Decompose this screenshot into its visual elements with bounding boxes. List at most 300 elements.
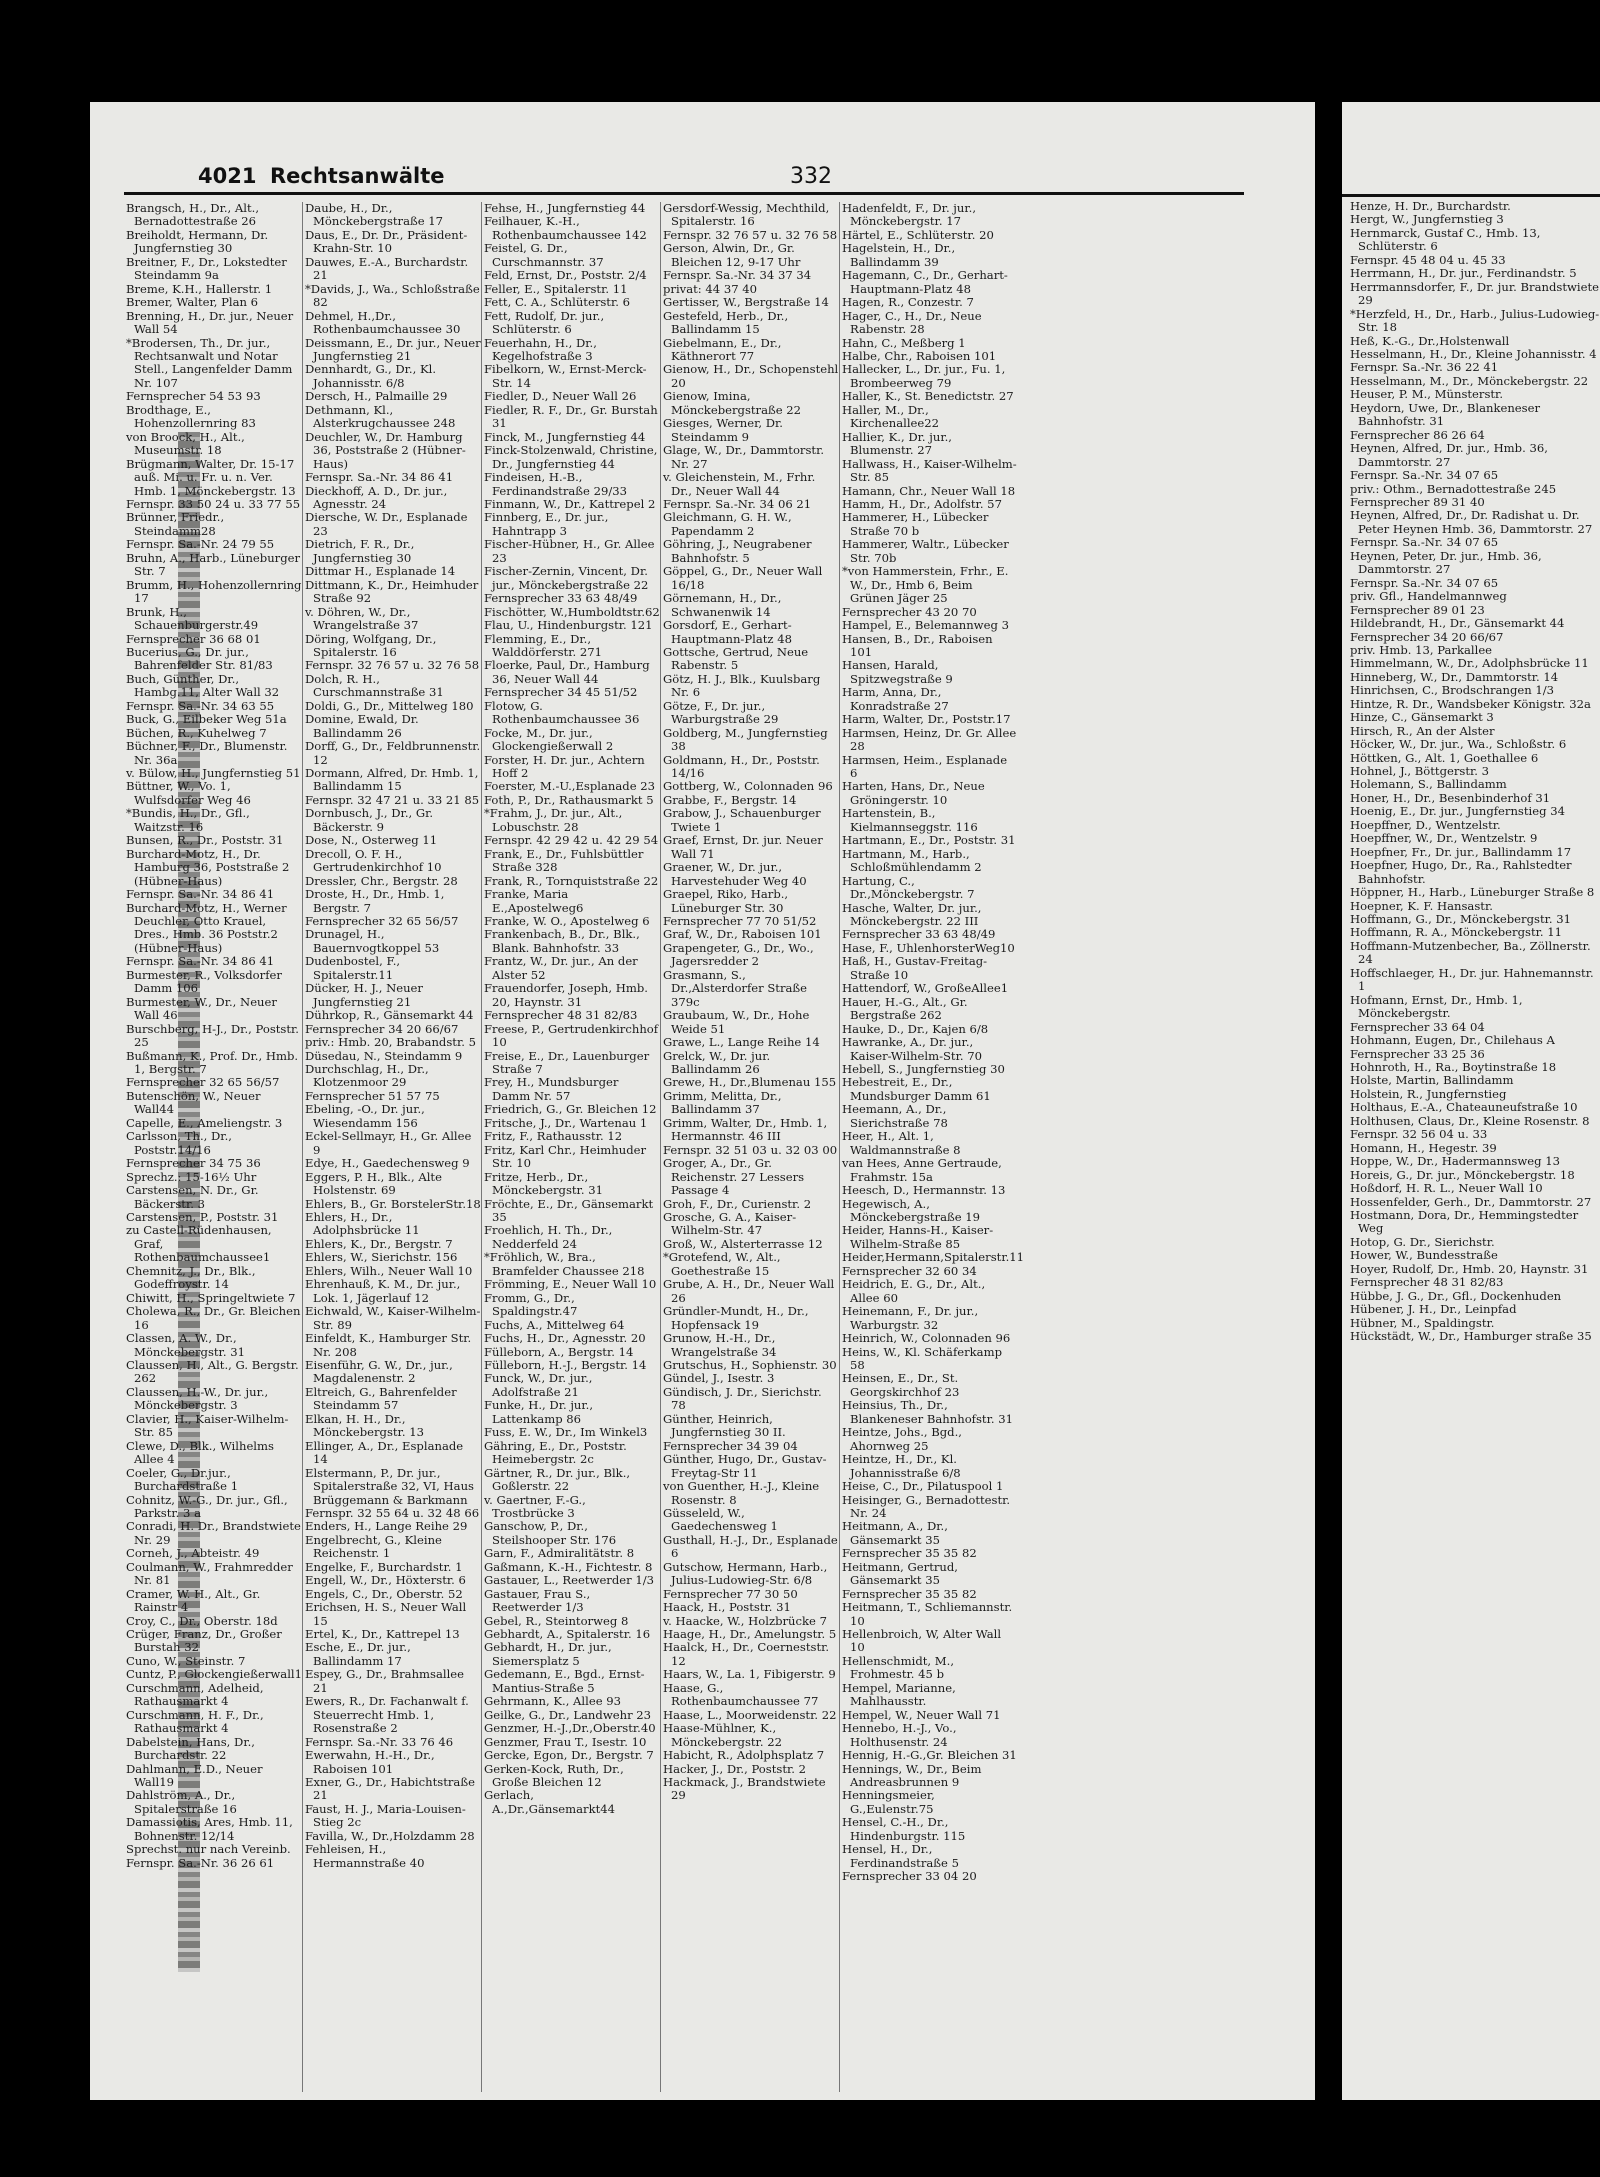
directory-entry: Favilla, W., Dr.,Holzdamm 28	[305, 1828, 475, 1843]
directory-entry: Hostmann, Dora, Dr., Hemmingstedter Weg	[1350, 1207, 1582, 1236]
directory-entry: Fernspr. 42 29 42 u. 42 29 54	[484, 833, 659, 848]
directory-entry: Halbe, Chr., Raboisen 101	[842, 348, 997, 363]
directory-entry: Claussen, H.-W., Dr. jur., Mönckebergstr. 3	[126, 1384, 272, 1413]
directory-entry: Glage, W., Dr., Dammtorstr. Nr. 27	[663, 443, 828, 471]
directory-entry: Espey, G., Dr., Brahmsallee 21	[305, 1667, 468, 1695]
directory-entry: Fernsprecher 48 31 82/83	[484, 1008, 638, 1023]
directory-entry: Gebhardt, A., Spitalerstr. 16	[484, 1627, 651, 1642]
directory-entry: Dose, N., Osterweg 11	[305, 833, 438, 848]
directory-page-right	[1342, 102, 1600, 2100]
directory-entry: Fett, C. A., Schlüterstr. 6	[484, 295, 630, 310]
directory-entry: Hegewisch, A., Mönckebergstraße 19	[842, 1196, 981, 1224]
directory-entry: Grutschus, H., Sophienstr. 30	[663, 1357, 837, 1372]
directory-entry: Gestefeld, Herb., Dr., Ballindamm 15	[663, 308, 792, 337]
directory-entry: Grunow, H.-H., Dr., Wrangelstraße 34	[663, 1331, 780, 1359]
directory-entry: Ganschow, P., Dr., Steilshooper Str. 176	[484, 1519, 617, 1547]
directory-entry: Cholewa, R., Dr., Gr. Bleichen 16	[126, 1304, 305, 1332]
directory-entry: van Hees, Anne Gertraude, Frahmstr. 15a	[842, 1156, 1006, 1184]
directory-entry: Hase, F., UhlenhorsterWeg10	[842, 940, 1015, 955]
header-rule	[124, 192, 1244, 195]
directory-entry: Hartmann, M., Harb., Schloßmühlendamm 2	[842, 846, 982, 875]
directory-entry: Harmsen, Heinz, Dr. Gr. Allee 28	[842, 725, 1020, 754]
directory-entry: Ehlers, Wilh., Neuer Wall 10	[305, 1263, 473, 1278]
directory-entry: Burmester, W., Dr., Neuer Wall 46	[126, 994, 281, 1023]
directory-entry: Fernspr. Sa.-Nr. 34 63 55	[126, 698, 275, 713]
directory-entry: Finmann, W., Dr., Kattrepel 2	[484, 496, 656, 511]
directory-entry: Ertel, K., Dr., Kattrepel 13	[305, 1627, 460, 1642]
directory-entry: Hager, C., H., Dr., Neue Rabenstr. 28	[842, 308, 986, 337]
directory-entry: Esche, E., Dr. jur., Ballindamm 17	[305, 1640, 415, 1668]
directory-entry: Hohmann, Eugen, Dr., Chilehaus A	[1350, 1033, 1555, 1048]
directory-entry: Butenschön, W., Neuer Wall44	[126, 1088, 265, 1117]
directory-entry: Fernsprecher 33 25 36	[1350, 1046, 1485, 1061]
directory-entry: Enders, H., Lange Reihe 29	[305, 1519, 468, 1534]
directory-entry: Dehmel, H.,Dr., Rothenbaumchaussee 30	[305, 308, 461, 337]
directory-entry: Fuchs, H., Dr., Agnesstr. 20	[484, 1331, 646, 1346]
directory-entry: Funke, H., Dr. jur., Lattenkamp 86	[484, 1398, 597, 1426]
directory-page-left	[90, 102, 1315, 2100]
directory-entry: von Guenther, H.-J., Kleine Rosenstr. 8	[663, 1479, 823, 1507]
directory-entry: Gleichmann, G. H. W., Papendamm 2	[663, 510, 796, 538]
directory-entry: Henze, H. Dr., Burchardstr.	[1350, 199, 1511, 213]
directory-entry: Heynen, Alfred, Dr., Dr. Radishat u. Dr. Peter Heynen Hmb. 36, Dammtorstr. 27	[1350, 508, 1593, 536]
directory-entry: Holthaus, E.-A., Chateauneufstraße 10	[1350, 1100, 1578, 1115]
directory-entry: Carstensen, N. Dr., Gr. Bäckerstr. 3	[126, 1183, 263, 1211]
directory-entry: v. Gleichenstein, M., Frhr. Dr., Neuer Wall 44	[663, 470, 820, 498]
directory-entry: Hoenig, E., Dr. jur., Jungfernstieg 34	[1350, 804, 1565, 819]
directory-entry: Chemnitz, J., Dr., Blk., Godeffroystr. 14	[126, 1263, 260, 1292]
directory-entry: Genzmer, H.-J.,Dr.,Oberstr.40	[484, 1721, 656, 1736]
directory-entry: Burschberg, H-J., Dr., Poststr. 25	[126, 1021, 303, 1050]
directory-entry: Fülleborn, A., Bergstr. 14	[484, 1344, 634, 1359]
directory-entry: Haß, H., Gustav-Freitag-Straße 10	[842, 954, 988, 982]
directory-entry: Fernspr. 33 50 24 u. 33 77 55	[126, 496, 301, 511]
directory-entry: Flotow, G. Rothenbaumchaussee 36	[484, 698, 640, 727]
directory-entry: Heynen, Alfred, Dr. jur., Hmb. 36, Dammtorstr. 27	[1350, 441, 1552, 469]
directory-entry: Frankenbach, B., Dr., Blk., Blank. Bahnhofstr. 33	[484, 927, 644, 955]
directory-entry: Grimm, Melitta, Dr., Ballindamm 37	[663, 1088, 786, 1117]
directory-entry: Gottberg, W., Colonnaden 96	[663, 779, 833, 794]
directory-entry: Gertisser, W., Bergstraße 14	[663, 295, 829, 310]
directory-entry: Haller, M., Dr., Kirchenallee22	[842, 402, 940, 431]
directory-entry: Hübener, J. H., Dr., Leinpfad	[1350, 1302, 1517, 1317]
directory-entry: Brenning, H., Dr. jur., Neuer Wall 54	[126, 308, 297, 337]
directory-entry: Eckel-Sellmayr, H., Gr. Allee 9	[305, 1129, 476, 1157]
directory-entry: Doldi, G., Dr., Mittelweg 180	[305, 698, 474, 713]
directory-entry: Corneh, J., Abteistr. 49	[126, 1546, 260, 1561]
page-code: 4021	[198, 164, 257, 188]
directory-entry: Fernspr. Sa.-Nr. 34 86 41	[126, 887, 275, 902]
directory-entry: Herrmannsdorfer, F., Dr. jur. Brandstwiete 29	[1350, 279, 1599, 308]
directory-entry: Hennebo, H.-J., Vo., Holthusenstr. 24	[842, 1721, 961, 1749]
directory-entry: Gusthall, H.-J., Dr., Esplanade 6	[663, 1532, 842, 1561]
directory-entry: v. Haacke, W., Holzbrücke 7	[663, 1613, 827, 1628]
directory-entry: Dieckhoff, A. D., Dr. jur., Agnesstr. 24	[305, 483, 452, 511]
directory-entry: Fernsprecher 32 65 56/57	[305, 914, 459, 929]
directory-entry: Sprechst. nur nach Vereinb.	[126, 1842, 291, 1857]
directory-entry: Hildebrandt, H., Dr., Gänsemarkt 44	[1350, 616, 1565, 631]
directory-entry: Geilke, G., Dr., Landwehr 23	[484, 1707, 652, 1722]
directory-entry: Hansen, B., Dr., Raboisen 101	[842, 631, 997, 659]
directory-entry: Eggers, P. H., Blk., Alte Holstenstr. 69	[305, 1169, 446, 1198]
directory-entry: Fernsprecher 33 64 04	[1350, 1019, 1485, 1034]
directory-entry: Durchschlag, H., Dr., Klotzenmoor 29	[305, 1062, 433, 1090]
directory-entry: Dietrich, F. R., Dr., Jungfernstieg 30	[305, 537, 419, 565]
directory-entry: Dersch, H., Palmaille 29	[305, 389, 448, 404]
directory-entry: Fernspr. Sa.-Nr. 36 26 61	[126, 1855, 275, 1870]
directory-entry: Hallwass, H., Kaiser-Wilhelm-Str. 85	[842, 456, 1017, 485]
directory-entry: Haase-Mühlner, K., Mönckebergstr. 22	[663, 1721, 782, 1749]
directory-entry: Hoepfner, Hugo, Dr., Ra., Rahlstedter Bahnhofstr.	[1350, 858, 1576, 886]
directory-entry: Hückstädt, W., Dr., Hamburger straße 35	[1350, 1329, 1592, 1344]
directory-entry: Hellenbroich, W, Alter Wall 10	[842, 1627, 1005, 1655]
directory-entry: Drunagel, H., Bauernvogtkoppel 53	[305, 927, 440, 955]
directory-entry: Buck, G., Eilbeker Weg 51a	[126, 712, 287, 727]
directory-entry: Fernspr. Sa.-Nr. 34 07 65	[1350, 575, 1499, 590]
directory-entry: Floerke, Paul, Dr., Hamburg 36, Neuer Wall 44	[484, 658, 654, 686]
directory-entry: Dührkop, R., Gänsemarkt 44	[305, 1008, 474, 1023]
directory-entry: Hawranke, A., Dr. jur., Kaiser-Wilhelm-Str. 70	[842, 1035, 982, 1063]
directory-entry: priv. Gfl., Handelmannweg	[1350, 589, 1507, 604]
directory-entry: Hirsch, R., An der Alster	[1350, 723, 1495, 738]
directory-entry: Hoffschlaeger, H., Dr. jur. Hahnemannstr. 1	[1350, 965, 1598, 994]
directory-entry: Fett, Rudolf, Dr. jur., Schlüterstr. 6	[484, 308, 608, 337]
directory-entry: Breitner, F., Dr., Lokstedter Steindamm 9a	[126, 254, 291, 283]
directory-entry: *Frahm, J., Dr. jur., Alt., Lobuschstr. 28	[484, 806, 627, 834]
directory-entry: Holste, Martin, Ballindamm	[1350, 1073, 1514, 1088]
column-1	[126, 201, 306, 2092]
directory-entry: Hotop, G. Dr., Sierichstr.	[1350, 1234, 1495, 1249]
directory-entry: Heemann, A., Dr., Sierichstraße 78	[842, 1102, 951, 1130]
directory-entry: Engels, C., Dr., Oberstr. 52	[305, 1586, 463, 1601]
directory-entry: Giebelmann, E., Dr., Käthnerort 77	[663, 335, 786, 363]
directory-entry: Dauwes, E.-A., Burchardstr. 21	[305, 254, 472, 283]
directory-entry: Hartung, C., Dr.,Mönckebergstr. 7	[842, 873, 975, 902]
directory-entry: Graf, W., Dr., Raboisen 101	[663, 927, 822, 942]
directory-entry: Fritz, Karl Chr., Heimhuder Str. 10	[484, 1142, 650, 1171]
directory-entry: Hauke, D., Dr., Kajen 6/8	[842, 1021, 989, 1036]
directory-entry: Hübbe, J. G., Dr., Gfl., Dockenhuden	[1350, 1288, 1562, 1303]
directory-entry: Fernsprecher 35 35 82	[842, 1586, 977, 1601]
directory-entry: Fernspr. 32 55 64 u. 32 48 66	[305, 1505, 480, 1520]
directory-entry: Finck-Stolzenwald, Christine, Dr., Jungfernstieg 44	[484, 443, 662, 471]
directory-entry: Gerken-Kock, Ruth, Dr., Große Bleichen 12	[484, 1761, 628, 1790]
directory-entry: Cuno, W., Steinstr. 7	[126, 1653, 246, 1668]
directory-entry: Curschmann, Adelheid, Rathausmarkt 4	[126, 1680, 268, 1709]
directory-entry: Harten, Hans, Dr., Neue Gröningerstr. 10	[842, 779, 989, 807]
directory-entry: Dahlmann, E.D., Neuer Wall19	[126, 1761, 267, 1790]
directory-entry: Höttken, G., Alt. 1, Goethallee 6	[1350, 750, 1539, 765]
directory-entry: Graubaum, W., Dr., Hohe Weide 51	[663, 1008, 814, 1036]
directory-entry: Hoepner, K. F. Hansastr.	[1350, 898, 1493, 913]
directory-entry: priv. Hmb. 13, Parkallee	[1350, 642, 1493, 657]
directory-entry: *Brodersen, Th., Dr. jur., Rechtsanwalt und Notar Stell., Langenfelder Damm Nr. 107	[126, 335, 297, 390]
directory-entry: Brodthage, E., Hohenzollernring 83	[126, 402, 256, 431]
directory-entry: Franke, Maria E.,Apostelweg6	[484, 887, 584, 915]
directory-entry: Grapengeter, G., Dr., Wo., Jagersredder 2	[663, 940, 818, 969]
directory-entry: Frömming, E., Neuer Wall 10	[484, 1277, 657, 1292]
directory-entry: Hoepffner, W., Dr., Wentzelstr. 9	[1350, 831, 1538, 846]
directory-entry: Gienow, Imina, Mönckebergstraße 22	[663, 389, 802, 417]
directory-entry: Höppner, H., Harb., Lüneburger Straße 8	[1350, 885, 1595, 900]
directory-entry: Harmsen, Heim., Esplanade 6	[842, 752, 1011, 781]
directory-entry: Gähring, E., Dr., Poststr. Heimebergstr. 2c	[484, 1438, 631, 1467]
directory-entry: Damassiotis, Ares, Hmb. 11, Bohnenstr. 12/14	[126, 1815, 297, 1843]
directory-entry: Fernspr. 45 48 04 u. 45 33	[1350, 252, 1506, 267]
page-number: 332	[790, 164, 832, 189]
directory-entry: priv.: Othm., Bernadottestraße 245	[1350, 481, 1557, 496]
directory-entry: Fischer-Zernin, Vincent, Dr. jur., Mönckebergstraße 22	[484, 564, 652, 592]
directory-entry: Gebhardt, H., Dr. jur., Siemersplatz 5	[484, 1640, 616, 1668]
directory-entry: Gercke, Egon, Dr., Bergstr. 7	[484, 1748, 654, 1763]
directory-entry: Hallier, K., Dr. jur., Blumenstr. 27	[842, 429, 956, 458]
directory-entry: Goldberg, M., Jungfernstieg 38	[663, 725, 832, 754]
directory-entry: Fernsprecher 89 31 40	[1350, 494, 1485, 509]
directory-entry: Finck, M., Jungfernstieg 44	[484, 429, 646, 444]
directory-entry: Fernspr. 32 51 03 u. 32 03 00	[663, 1142, 838, 1157]
directory-entry: Hoffmann-Mutzenbecher, Ba., Zöllnerstr. 24	[1350, 938, 1595, 967]
directory-entry: Croy, C., Dr., Oberstr. 18d	[126, 1613, 278, 1628]
directory-entry: Dethmann, Kl., Alsterkrugchaussee 248	[305, 402, 456, 431]
directory-entry: Fernsprecher 51 57 75	[305, 1088, 440, 1103]
directory-entry: Dormann, Alfred, Dr. Hmb. 1, Ballindamm 15	[305, 766, 483, 794]
directory-entry: Fernsprecher 77 30 50	[663, 1586, 798, 1601]
directory-entry: Burmester, R., Volksdorfer Damm 106	[126, 967, 286, 996]
directory-entry: *Bundis, H., Dr., Gfl., Waitzstr. 16	[126, 806, 254, 834]
directory-entry: Brumm, H., Hohenzollernring 17	[126, 577, 306, 606]
directory-entry: Fernspr. 32 76 57 u. 32 76 58	[305, 658, 480, 673]
directory-entry: Dittmar H., Esplanade 14	[305, 564, 456, 579]
directory-entry: Görnemann, H., Dr., Schwanenwik 14	[663, 591, 786, 619]
directory-entry: *Fröhlich, W., Bra., Bramfelder Chaussee 218	[484, 1250, 645, 1278]
directory-entry: Güsseleld, W., Gaedechensweg 1	[663, 1505, 778, 1534]
directory-entry: Grawe, L., Lange Reihe 14	[663, 1035, 820, 1050]
directory-entry: Dennhardt, G., Dr., Kl. Johannisstr. 6/8	[305, 362, 440, 390]
directory-entry: Haars, W., La. 1, Fibigerstr. 9	[663, 1667, 836, 1682]
directory-entry: Genzmer, Frau T., Isestr. 10	[484, 1734, 647, 1749]
directory-entry: Härtel, E., Schlüterstr. 20	[842, 227, 994, 242]
directory-entry: Conradi, H. Dr., Brandstwiete Nr. 29	[126, 1519, 305, 1547]
directory-entry: Fritze, Herb., Dr., Mönckebergstr. 31	[484, 1169, 603, 1198]
directory-entry: Cuntz, P., Glockengießerwall1	[126, 1667, 303, 1682]
directory-entry: Ewers, R., Dr. Fachanwalt f. Steuerrecht Hmb. 1, Rosenstraße 2	[305, 1694, 473, 1736]
directory-entry: Breme, K.H., Hallerstr. 1	[126, 281, 273, 296]
directory-entry: Homann, H., Hegestr. 39	[1350, 1140, 1497, 1155]
directory-entry: Herrmann, H., Dr. jur., Ferdinandstr. 5	[1350, 266, 1577, 281]
directory-entry: Droste, H., Dr., Hmb. 1, Bergstr. 7	[305, 887, 449, 915]
directory-entry: Fischötter, W.,Humboldtstr.62	[484, 604, 660, 619]
directory-entry: Dornbusch, J., Dr., Gr. Bäckerstr. 9	[305, 806, 437, 834]
directory-entry: Fiedler, D., Neuer Wall 26	[484, 389, 637, 404]
column-4	[663, 202, 840, 2092]
directory-entry: Hoppe, W., Dr., Hadermannsweg 13	[1350, 1154, 1561, 1169]
directory-entry: Haller, K., St. Benedictstr. 27	[842, 389, 1014, 404]
directory-entry: Hohnel, J., Böttgerstr. 3	[1350, 764, 1490, 779]
directory-entry: Graener, W., Dr. jur., Harvestehuder Weg 40	[663, 860, 807, 888]
directory-entry: Dolch, R. H., Curschmannstraße 31	[305, 671, 444, 700]
directory-entry: Heß, K.-G., Dr.,Holstenwall	[1350, 333, 1510, 348]
directory-entry: Fernsprecher 33 63 48/49	[842, 927, 996, 942]
directory-entry: Heintze, Johs., Bgd., Ahornweg 25	[842, 1425, 966, 1453]
directory-entry: Gienow, H., Dr., Schopenstehl 20	[663, 362, 842, 390]
directory-entry: Finnberg, E., Dr. jur., Hahntrapp 3	[484, 510, 613, 538]
directory-entry: Heider, Hanns-H., Kaiser-Wilhelm-Straße 85	[842, 1223, 994, 1251]
directory-entry: Bucerius, G., Dr. jur., Bahrenfelder Str. 81/83	[126, 644, 273, 673]
directory-entry: Hinneberg, W., Dr., Dammtorstr. 14	[1350, 669, 1559, 684]
directory-entry: Burchard-Motz, H., Dr. Hamburg 36, Poststraße 2 (Hübner-Haus)	[126, 846, 294, 888]
directory-entry: Grabbe, F., Bergstr. 14	[663, 792, 797, 807]
directory-entry: Hacker, J., Dr., Poststr. 2	[663, 1761, 807, 1776]
directory-entry: Domine, Ewald, Dr. Ballindamm 26	[305, 712, 423, 740]
directory-entry: Fernspr. Sa.-Nr. 33 76 46	[305, 1734, 454, 1749]
directory-entry: Fernsprecher 34 45 51/52	[484, 685, 638, 700]
directory-entry: Heisinger, G., Bernadottestr. Nr. 24	[842, 1492, 1014, 1520]
directory-entry: Claussen, H., Alt., G. Bergstr. 262	[126, 1357, 303, 1386]
directory-entry: Fernspr. Sa.-Nr. 34 86 41	[305, 470, 454, 485]
directory-entry: Hallecker, L., Dr. jur., Fu. 1, Brombeerweg 79	[842, 362, 1010, 390]
directory-entry: Foth, P., Dr., Rathausmarkt 5	[484, 792, 654, 807]
directory-entry: Hebestreit, E., Dr., Mundsburger Damm 61	[842, 1075, 991, 1103]
directory-entry: Groß, W., Alsterterrasse 12	[663, 1236, 823, 1251]
directory-entry: Günther, Heinrich, Jungfernstieg 30 II.	[663, 1411, 786, 1440]
directory-entry: Daus, E., Dr. Dr., Präsident-Krahn-Str. 10	[305, 227, 468, 256]
directory-entry: Hossenfelder, Gerh., Dr., Dammtorstr. 27	[1350, 1194, 1592, 1209]
directory-entry: Brügmann, Walter, Dr. 15-17 auß. Mi. u. Fr. u. n. Ver. Hmb. 1, Mönckebergstr. 13	[126, 456, 298, 498]
directory-entry: Brangsch, H., Dr., Alt., Bernadottestraße 26	[126, 201, 263, 229]
directory-entry: Heinsen, E., Dr., St. Georgskirchhof 23	[842, 1371, 962, 1399]
directory-entry: Fritsche, J., Dr., Wartenau 1	[484, 1115, 648, 1130]
directory-entry: Ellinger, A., Dr., Esplanade 14	[305, 1438, 467, 1467]
directory-entry: Fischer-Hübner, H., Gr. Allee 23	[484, 537, 659, 565]
directory-entry: Fibelkorn, W., Ernst-Merck-Str. 14	[484, 362, 647, 390]
directory-entry: Capelle, E., Ameliengstr. 3	[126, 1115, 283, 1130]
directory-entry: Sprechz.: 15-16½ Uhr	[126, 1169, 257, 1184]
directory-entry: Hagelstein, H., Dr., Ballindamm 39	[842, 241, 959, 269]
directory-entry: Hellenschmidt, M., Frohmestr. 45 b	[842, 1653, 958, 1682]
directory-entry: Coulmann, W., Frahmredder Nr. 81	[126, 1559, 297, 1588]
directory-entry: Curschmann, H. F., Dr., Rathausmarkt 4	[126, 1707, 268, 1736]
directory-entry: Gerlach, A.,Dr.,Gänsemarkt44	[484, 1788, 616, 1816]
directory-entry: Hennings, W., Dr., Beim Andreasbrunnen 9	[842, 1761, 986, 1790]
directory-entry: Groh, F., Dr., Curienstr. 2	[663, 1196, 812, 1211]
directory-entry: Fernsprecher 32 65 56/57	[126, 1075, 280, 1090]
directory-entry: Fritz, F., Rathausstr. 12	[484, 1129, 623, 1144]
directory-entry: Grube, A. H., Dr., Neuer Wall 26	[663, 1277, 838, 1305]
directory-entry: Clewe, D., Blk., Wilhelms Allee 4	[126, 1438, 278, 1467]
directory-entry: Fernspr. Sa.-Nr. 34 37 34	[663, 268, 812, 283]
directory-entry: von Broock, H., Alt., Museumstr. 18	[126, 429, 249, 458]
directory-entry: Feller, E., Spitalerstr. 11	[484, 281, 628, 296]
directory-entry: Fernsprecher 33 63 48/49	[484, 591, 638, 606]
directory-entry: Hoepffner, D., Wentzelstr.	[1350, 817, 1501, 832]
directory-entry: Fromm, G., Dr., Spaldingstr.47	[484, 1290, 579, 1319]
directory-entry: Fernsprecher 48 31 82/83	[1350, 1275, 1504, 1290]
directory-entry: *von Hammerstein, Frhr., E. W., Dr., Hmb 6, Beim Grünen Jäger 25	[842, 564, 1013, 606]
directory-entry: Classen, A. W., Dr., Mönckebergstr. 31	[126, 1331, 245, 1359]
directory-entry: Hamm, H., Dr., Adolfstr. 57	[842, 496, 1002, 511]
directory-entry: Giesges, Werner, Dr. Steindamm 9	[663, 416, 787, 444]
directory-entry: Dressler, Chr., Bergstr. 28	[305, 873, 458, 888]
directory-entry: Haase, L., Moorweidenstr. 22	[663, 1707, 837, 1722]
directory-entry: Carlsson, Th., Dr., Poststr.14/16	[126, 1129, 236, 1157]
directory-entry: Feuerhahn, H., Dr., Kegelhofstraße 3	[484, 335, 601, 363]
directory-entry: Eisenführ, G. W., Dr., jur., Magdalenenstr. 2	[305, 1357, 457, 1386]
directory-entry: Drecoll, O. F. H., Gertrudenkirchhof 10	[305, 846, 442, 875]
directory-entry: Fernspr. 32 76 57 u. 32 76 58	[663, 227, 838, 242]
directory-entry: Heynen, Peter, Dr. jur., Hmb. 36, Dammtorstr. 27	[1350, 548, 1546, 577]
directory-entry: Fernsprecher 32 60 34	[842, 1263, 977, 1278]
directory-entry: Engelke, F., Burchardstr. 1	[305, 1559, 463, 1574]
directory-entry: Daube, H., Dr., Mönckebergstraße 17	[305, 201, 444, 229]
directory-entry: Hoyer, Rudolf, Dr., Hmb. 20, Haynstr. 31	[1350, 1261, 1589, 1276]
directory-entry: Crüger, Franz, Dr., Großer Burstah 32	[126, 1627, 286, 1655]
directory-entry: Gründler-Mundt, H., Dr., Hopfensack 19	[663, 1304, 813, 1332]
directory-entry: Himmelmann, W., Dr., Adolphsbrücke 11	[1350, 656, 1589, 671]
directory-entry: Eltreich, G., Bahrenfelder Steindamm 57	[305, 1384, 461, 1413]
directory-entry: Göppel, G., Dr., Neuer Wall 16/18	[663, 564, 827, 592]
directory-entry: Heise, C., Dr., Pilatuspool 1	[842, 1479, 1004, 1494]
directory-entry: Frank, R., Tornquiststraße 22	[484, 873, 659, 888]
directory-entry: Fernspr. Sa.-Nr. 34 06 21	[663, 496, 812, 511]
directory-entry: Friedrich, G., Gr. Bleichen 12	[484, 1102, 657, 1117]
directory-entry: Fernspr. Sa.-Nr. 34 86 41	[126, 954, 275, 969]
directory-entry: Grasmann, S., Dr.,Alsterdorfer Straße 379c	[663, 967, 811, 1009]
directory-entry: Fernsprecher 34 39 04	[663, 1438, 798, 1453]
directory-entry: Erichsen, H. S., Neuer Wall 15	[305, 1600, 470, 1628]
directory-entry: Hensel, C.-H., Dr., Hindenburgstr. 115	[842, 1815, 966, 1843]
directory-entry: Frauendorfer, Joseph, Hmb. 20, Haynstr. 31	[484, 981, 652, 1009]
directory-entry: Hoffmann, R. A., Mönckebergstr. 11	[1350, 925, 1563, 940]
directory-entry: Haage, H., Dr., Amelungstr. 5	[663, 1627, 837, 1642]
directory-entry: Gedemann, E., Bgd., Ernst-Mantius-Straße 5	[484, 1667, 645, 1695]
directory-entry: Carstensen, P., Poststr. 31	[126, 1209, 279, 1224]
directory-entry: Funck, W., Dr. jur., Adolfstraße 21	[484, 1371, 597, 1399]
directory-entry: Heidrich, E. G., Dr., Alt., Allee 60	[842, 1277, 989, 1305]
directory-entry: Buch, Günther, Dr., Hambg.11, Alter Wall 32	[126, 671, 280, 700]
directory-entry: Hauer, H.-G., Alt., Gr. Bergstraße 262	[842, 994, 972, 1023]
directory-entry: Hahn, C., Meßberg 1	[842, 335, 966, 350]
directory-entry: Faust, H. J., Maria-Louisen-Stieg 2c	[305, 1801, 466, 1830]
directory-entry: Fülleborn, H.-J., Bergstr. 14	[484, 1357, 647, 1372]
directory-entry: Cohnitz, W.-G., Dr. jur., Gfl., Parkstr. 3 a	[126, 1492, 292, 1520]
directory-entry: privat: 44 37 40	[663, 281, 758, 296]
column-3	[484, 202, 661, 2092]
directory-entry: Diersche, W. Dr., Esplanade 23	[305, 510, 472, 538]
directory-entry: Göhring, J., Neugrabener Bahnhofstr. 5	[663, 537, 816, 565]
directory-entry: Exner, G., Dr., Habichtstraße 21	[305, 1775, 479, 1803]
directory-entry: Heintze, H., Dr., Kl. Johannisstraße 6/8	[842, 1452, 961, 1480]
page-header	[160, 160, 1280, 196]
directory-entry: Habicht, R., Adolphsplatz 7	[663, 1748, 825, 1763]
directory-entry: Hansen, Harald, Spitzwegstraße 9	[842, 658, 953, 686]
right-column	[1350, 200, 1600, 1344]
directory-entry: Franke, W. O., Apostelweg 6	[484, 914, 650, 929]
directory-entry: Engelbrecht, G., Kleine Reichenstr. 1	[305, 1532, 446, 1561]
directory-entry: Fernsprecher 33 04 20	[842, 1869, 977, 1884]
directory-entry: Graepel, Riko, Harb., Lüneburger Str. 30	[663, 887, 792, 915]
directory-entry: Bunsen, R., Dr., Poststr. 31	[126, 833, 284, 848]
directory-entry: Holthusen, Claus, Dr., Kleine Rosenstr. 8	[1350, 1113, 1590, 1128]
directory-entry: Hübner, M., Spaldingstr.	[1350, 1315, 1495, 1330]
directory-entry: Henningsmeier, G.,Eulenstr.75	[842, 1788, 939, 1816]
directory-entry: Hampel, E., Belemannweg 3	[842, 618, 1009, 633]
directory-entry: Fernspr. Sa.-Nr. 24 79 55	[126, 537, 275, 552]
directory-entry: Ehlers, K., Dr., Bergstr. 7	[305, 1236, 453, 1251]
directory-entry: Brünner, Friedr., Steindamm28	[126, 510, 228, 538]
column-5	[842, 201, 1025, 2092]
directory-entry: Cramer, W. H., Alt., Gr. Rainstr 4	[126, 1586, 264, 1615]
directory-entry: Freise, E., Dr., Lauenburger Straße 7	[484, 1048, 653, 1076]
